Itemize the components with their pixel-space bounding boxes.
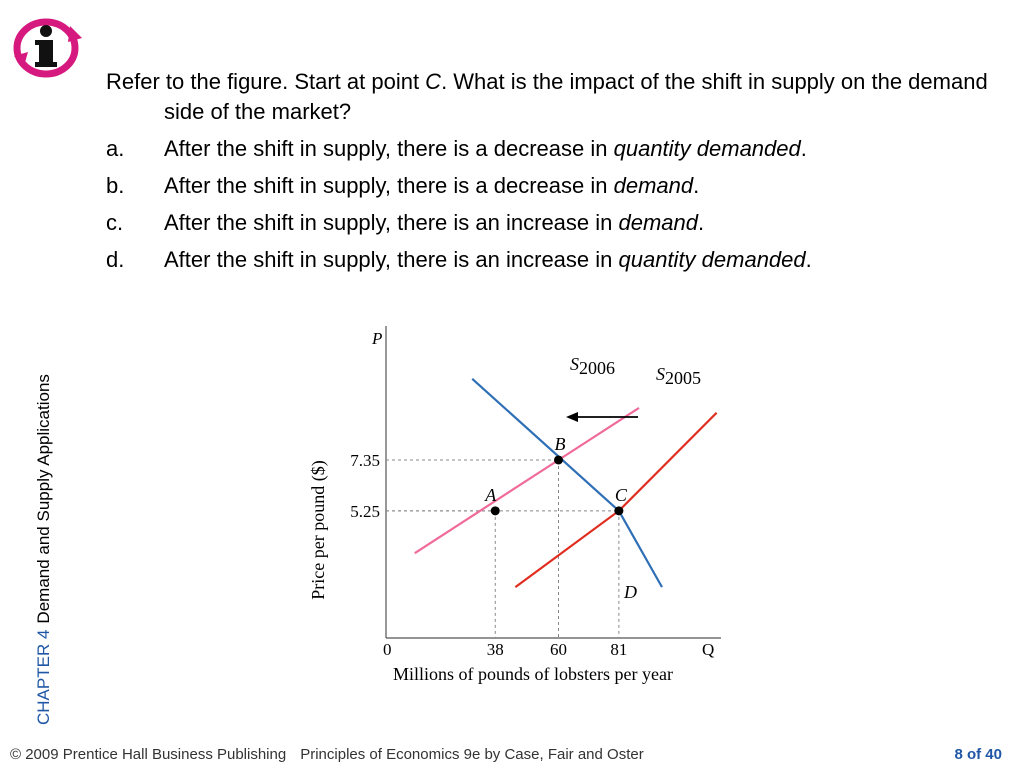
question-block bbox=[106, 67, 1006, 275]
option-text bbox=[164, 245, 812, 275]
option-c[interactable] bbox=[106, 208, 1006, 238]
option-a[interactable] bbox=[106, 134, 1006, 164]
series-label-s2006: S2006 bbox=[570, 354, 615, 378]
chapter-title: Demand and Supply Applications bbox=[34, 374, 53, 624]
option-emphasis: demand bbox=[618, 210, 699, 235]
y-axis-end-label: P bbox=[372, 329, 383, 348]
option-text-before: After the shift in supply, there is a decrease in bbox=[164, 136, 614, 161]
footer-credits bbox=[10, 746, 644, 763]
option-text-before: After the shift in supply, there is a decrease in bbox=[164, 173, 614, 198]
x-tick-label: 38 bbox=[486, 640, 504, 659]
x-axis-title: Millions of pounds of lobsters per year bbox=[393, 664, 673, 684]
series-line-d bbox=[472, 379, 662, 587]
chapter-number: CHAPTER 4 bbox=[34, 629, 53, 725]
point-label-b: B bbox=[554, 433, 566, 454]
option-text-after: . bbox=[805, 247, 812, 272]
option-emphasis: demand bbox=[613, 173, 694, 198]
shift-arrow-head bbox=[566, 412, 578, 422]
option-emphasis: quantity demanded bbox=[613, 136, 801, 161]
option-letter: d. bbox=[106, 247, 125, 272]
stem-point-label: C bbox=[425, 69, 442, 94]
info-logo-icon bbox=[12, 16, 84, 78]
option-text bbox=[164, 171, 699, 201]
series-label-d: D bbox=[624, 582, 637, 602]
origin-label: 0 bbox=[383, 640, 392, 659]
point-b bbox=[554, 455, 563, 464]
x-axis-end-label: Q bbox=[702, 640, 715, 659]
y-axis-title: Price per pound ($) bbox=[308, 460, 328, 600]
question-stem bbox=[106, 67, 1006, 127]
point-c bbox=[614, 506, 623, 515]
option-letter: c. bbox=[106, 210, 124, 235]
option-text-after: . bbox=[693, 173, 700, 198]
chapter-sidebar bbox=[34, 305, 54, 725]
series-line-s2006 bbox=[415, 408, 639, 553]
option-text-after: . bbox=[698, 210, 705, 235]
page-counter: 8 of 40 bbox=[954, 746, 1002, 763]
y-tick-label: 7.35 bbox=[350, 450, 380, 470]
x-tick-label: 60 bbox=[550, 640, 567, 659]
stem-text-after: . What is the impact of the shift in supply on the demand side of the market? bbox=[164, 69, 988, 124]
option-text-after: . bbox=[800, 136, 807, 161]
option-text-before: After the shift in supply, there is an increase in bbox=[164, 210, 619, 235]
stem-text-before: Refer to the figure. Start at point bbox=[106, 69, 426, 94]
footer-copyright: © 2009 Prentice Hall Business Publishing bbox=[10, 746, 287, 763]
footer-book: Principles of Economics 9e by Case, Fair and Oster bbox=[300, 746, 644, 763]
x-tick-label: 81 bbox=[610, 640, 628, 659]
option-d[interactable] bbox=[106, 245, 1006, 275]
option-letter: b. bbox=[106, 173, 125, 198]
option-text-before: After the shift in supply, there is an increase in bbox=[164, 247, 619, 272]
option-text bbox=[164, 208, 704, 238]
option-letter: a. bbox=[106, 136, 125, 161]
point-label-c: C bbox=[614, 484, 627, 505]
point-label-a: A bbox=[485, 484, 497, 505]
option-text bbox=[164, 134, 807, 164]
series-label-s2005: S2005 bbox=[656, 364, 701, 388]
option-emphasis: quantity demanded bbox=[618, 247, 806, 272]
point-a bbox=[491, 506, 500, 515]
option-b[interactable] bbox=[106, 171, 1006, 201]
supply-demand-chart bbox=[290, 318, 730, 698]
y-tick-label: 5.25 bbox=[350, 501, 380, 521]
